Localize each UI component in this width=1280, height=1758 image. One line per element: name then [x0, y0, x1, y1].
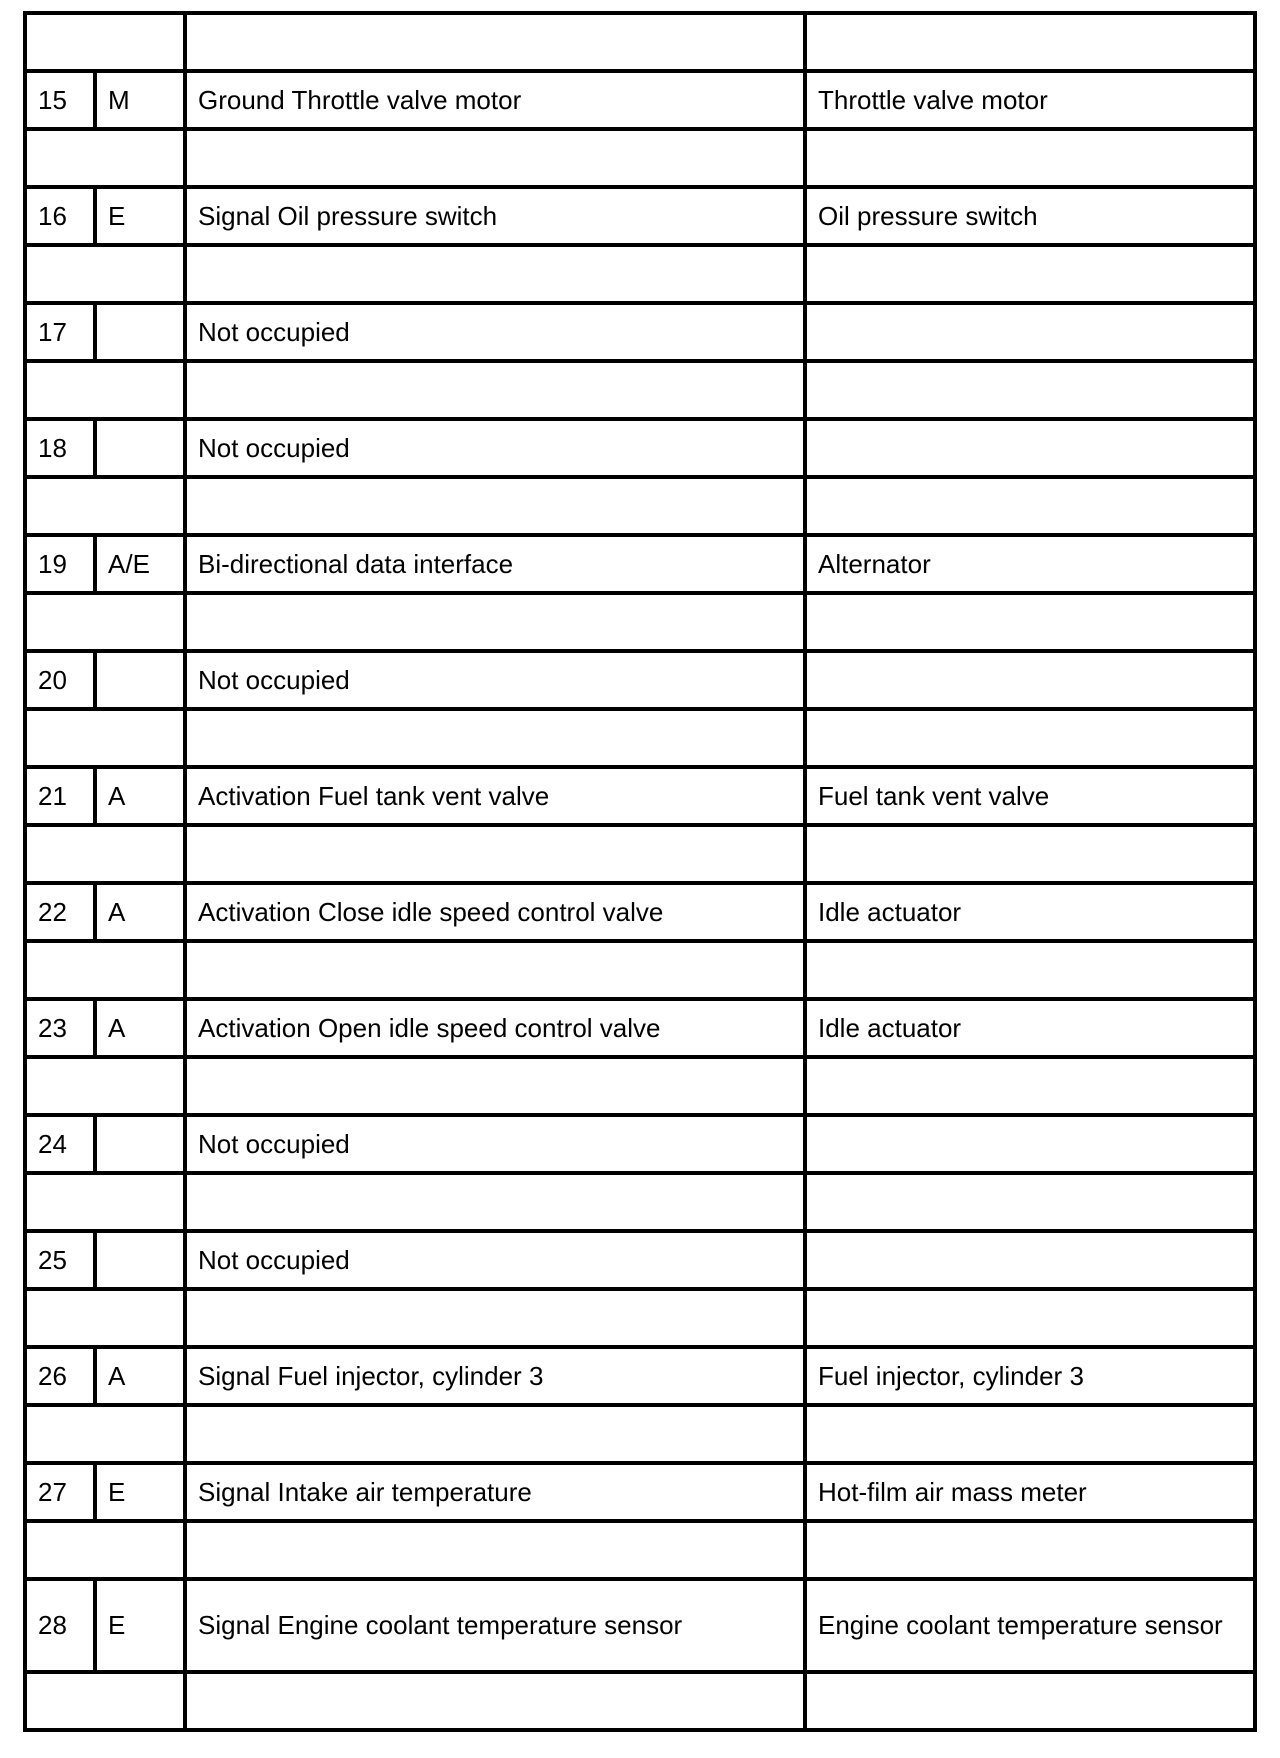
spacer-cell: [185, 129, 805, 187]
spacer-cell: [185, 477, 805, 535]
spacer-cell: [25, 709, 185, 767]
spacer-cell: [805, 361, 1255, 419]
spacer-cell: [25, 13, 185, 71]
spacer-row: [25, 593, 1255, 651]
spacer-cell: [805, 13, 1255, 71]
pin-description-cell: Activation Open idle speed control valve: [185, 999, 805, 1057]
pin-number-cell: 26: [25, 1347, 95, 1405]
spacer-cell: [25, 129, 185, 187]
pin-description-cell: Ground Throttle valve motor: [185, 71, 805, 129]
pin-number-cell: 23: [25, 999, 95, 1057]
spacer-cell: [805, 1521, 1255, 1579]
pin-number-cell: 18: [25, 419, 95, 477]
pin-number-cell: 19: [25, 535, 95, 593]
spacer-row: [25, 129, 1255, 187]
spacer-cell: [805, 709, 1255, 767]
spacer-cell: [185, 593, 805, 651]
spacer-cell: [805, 245, 1255, 303]
signal-type-cell: [95, 419, 185, 477]
pin-description-cell: Not occupied: [185, 1231, 805, 1289]
spacer-cell: [805, 1173, 1255, 1231]
pin-row: [25, 767, 1255, 825]
component-cell: [805, 651, 1255, 709]
spacer-cell: [805, 477, 1255, 535]
pin-row: [25, 303, 1255, 361]
spacer-cell: [805, 1289, 1255, 1347]
signal-type-cell: A: [95, 999, 185, 1057]
spacer-cell: [25, 941, 185, 999]
component-cell: Oil pressure switch: [805, 187, 1255, 245]
signal-type-cell: E: [95, 1579, 185, 1672]
spacer-cell: [185, 361, 805, 419]
spacer-cell: [25, 477, 185, 535]
spacer-cell: [185, 941, 805, 999]
component-cell: Throttle valve motor: [805, 71, 1255, 129]
pin-table-body: [25, 13, 1255, 1730]
pin-number-cell: 21: [25, 767, 95, 825]
pin-row: [25, 1347, 1255, 1405]
component-cell: Idle actuator: [805, 999, 1255, 1057]
pin-description-cell: Bi-directional data interface: [185, 535, 805, 593]
spacer-row: [25, 1057, 1255, 1115]
signal-type-cell: [95, 303, 185, 361]
spacer-cell: [805, 941, 1255, 999]
spacer-cell: [25, 245, 185, 303]
component-cell: [805, 303, 1255, 361]
pin-row: [25, 1463, 1255, 1521]
spacer-cell: [25, 361, 185, 419]
spacer-cell: [185, 1521, 805, 1579]
component-cell: [805, 1231, 1255, 1289]
spacer-cell: [805, 593, 1255, 651]
spacer-cell: [185, 1289, 805, 1347]
spacer-row: [25, 13, 1255, 71]
spacer-cell: [25, 1672, 185, 1730]
signal-type-cell: A: [95, 767, 185, 825]
spacer-cell: [25, 1173, 185, 1231]
spacer-cell: [25, 1057, 185, 1115]
pin-description-cell: Signal Fuel injector, cylinder 3: [185, 1347, 805, 1405]
spacer-row: [25, 1521, 1255, 1579]
component-cell: [805, 419, 1255, 477]
pin-row: [25, 187, 1255, 245]
spacer-cell: [25, 1289, 185, 1347]
spacer-cell: [185, 13, 805, 71]
component-cell: [805, 1115, 1255, 1173]
spacer-row: [25, 477, 1255, 535]
spacer-cell: [805, 1057, 1255, 1115]
pin-number-cell: 28: [25, 1579, 95, 1672]
pin-number-cell: 17: [25, 303, 95, 361]
pin-description-cell: Signal Engine coolant temperature sensor: [185, 1579, 805, 1672]
spacer-row: [25, 1289, 1255, 1347]
component-cell: Fuel tank vent valve: [805, 767, 1255, 825]
spacer-row: [25, 1672, 1255, 1730]
spacer-cell: [805, 1405, 1255, 1463]
pin-number-cell: 27: [25, 1463, 95, 1521]
signal-type-cell: A/E: [95, 535, 185, 593]
spacer-row: [25, 361, 1255, 419]
pin-description-cell: Not occupied: [185, 419, 805, 477]
spacer-cell: [185, 1057, 805, 1115]
pin-row: [25, 1579, 1255, 1672]
pin-description-cell: Activation Fuel tank vent valve: [185, 767, 805, 825]
signal-type-cell: [95, 651, 185, 709]
pin-number-cell: 22: [25, 883, 95, 941]
pin-row: [25, 535, 1255, 593]
pin-description-cell: Activation Close idle speed control valve: [185, 883, 805, 941]
pin-row: [25, 71, 1255, 129]
signal-type-cell: M: [95, 71, 185, 129]
component-cell: Alternator: [805, 535, 1255, 593]
signal-type-cell: E: [95, 187, 185, 245]
spacer-row: [25, 825, 1255, 883]
signal-type-cell: [95, 1115, 185, 1173]
signal-type-cell: E: [95, 1463, 185, 1521]
spacer-cell: [805, 129, 1255, 187]
component-cell: Fuel injector, cylinder 3: [805, 1347, 1255, 1405]
pin-description-cell: Signal Oil pressure switch: [185, 187, 805, 245]
pin-number-cell: 15: [25, 71, 95, 129]
signal-type-cell: A: [95, 883, 185, 941]
spacer-cell: [185, 1173, 805, 1231]
spacer-cell: [185, 1672, 805, 1730]
pin-row: [25, 883, 1255, 941]
pin-row: [25, 1115, 1255, 1173]
component-cell: Hot-film air mass meter: [805, 1463, 1255, 1521]
spacer-cell: [25, 1521, 185, 1579]
pin-number-cell: 20: [25, 651, 95, 709]
spacer-cell: [185, 825, 805, 883]
pin-description-cell: Not occupied: [185, 1115, 805, 1173]
spacer-row: [25, 1405, 1255, 1463]
pin-row: [25, 651, 1255, 709]
spacer-cell: [805, 1672, 1255, 1730]
spacer-cell: [25, 825, 185, 883]
spacer-cell: [185, 709, 805, 767]
spacer-row: [25, 709, 1255, 767]
spacer-cell: [805, 825, 1255, 883]
spacer-row: [25, 941, 1255, 999]
spacer-cell: [185, 1405, 805, 1463]
pin-number-cell: 16: [25, 187, 95, 245]
pin-assignment-table: [23, 11, 1257, 1732]
signal-type-cell: A: [95, 1347, 185, 1405]
pin-description-cell: Not occupied: [185, 303, 805, 361]
spacer-cell: [25, 593, 185, 651]
component-cell: Idle actuator: [805, 883, 1255, 941]
spacer-row: [25, 245, 1255, 303]
signal-type-cell: [95, 1231, 185, 1289]
pin-row: [25, 1231, 1255, 1289]
spacer-cell: [25, 1405, 185, 1463]
pin-row: [25, 419, 1255, 477]
pin-number-cell: 25: [25, 1231, 95, 1289]
pin-description-cell: Not occupied: [185, 651, 805, 709]
spacer-row: [25, 1173, 1255, 1231]
spacer-cell: [185, 245, 805, 303]
pin-number-cell: 24: [25, 1115, 95, 1173]
component-cell: Engine coolant temperature sensor: [805, 1579, 1255, 1672]
pin-description-cell: Signal Intake air temperature: [185, 1463, 805, 1521]
pin-row: [25, 999, 1255, 1057]
